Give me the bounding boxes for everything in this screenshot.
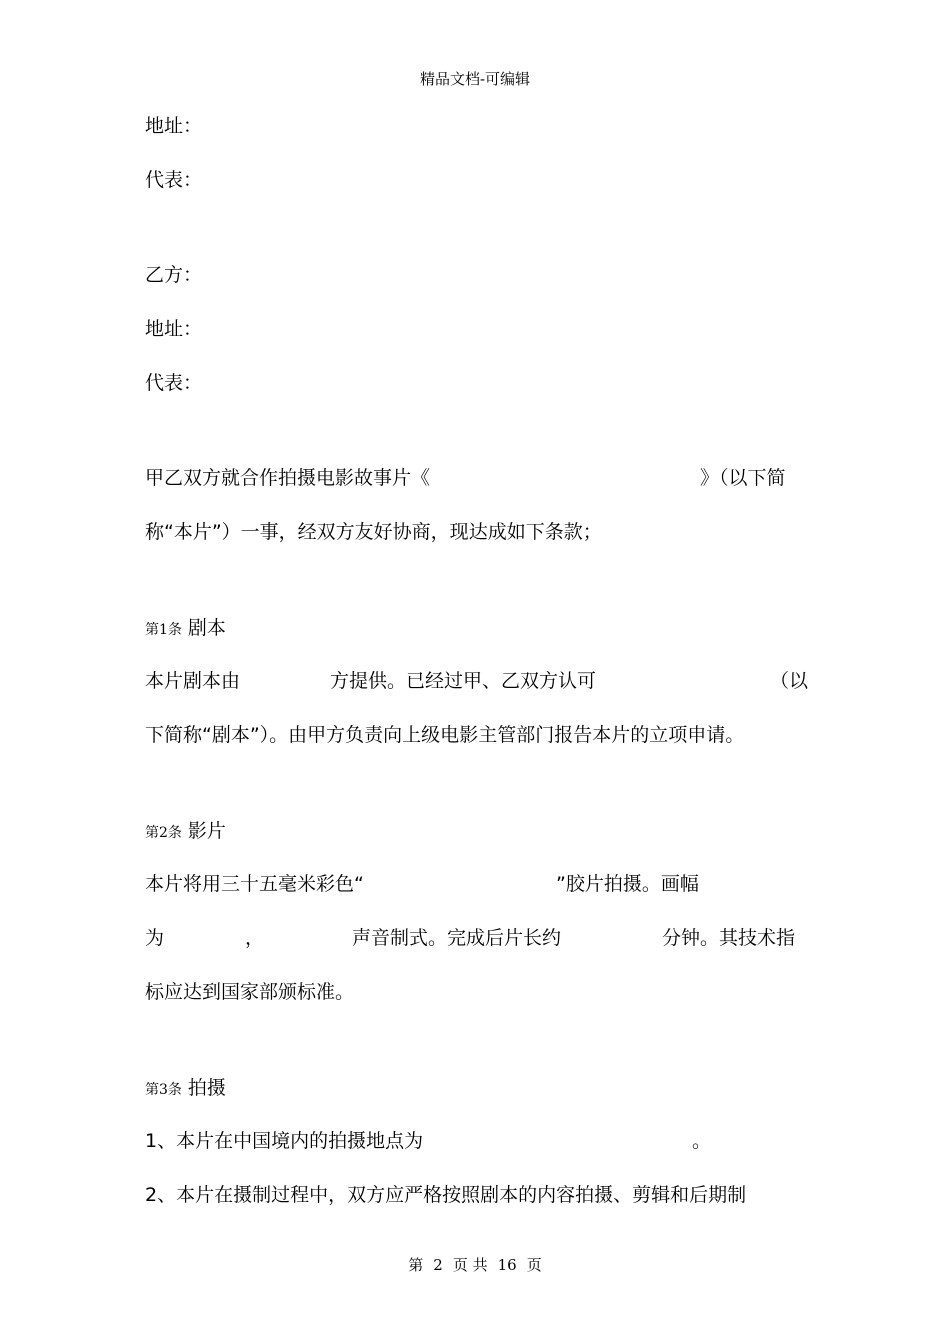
footer-total-pages: 16 — [497, 1256, 517, 1274]
party-b-rep-label: 代表： — [145, 372, 203, 394]
article2-line2-c: 声音制式。完成后片长约 — [352, 927, 562, 949]
intro-line2: 称“本片”）一事，经双方友好协商，现达成如下条款； — [145, 521, 602, 543]
page-footer — [0, 1254, 950, 1275]
party-a-rep-label: 代表： — [145, 169, 203, 191]
article2-line2-a: 为 — [145, 927, 165, 949]
article3-item1-a: 1、本片在中国境内的拍摄地点为 — [145, 1130, 424, 1152]
article1-number: 第1条 — [145, 622, 182, 638]
footer-prefix: 第 — [408, 1256, 424, 1274]
article3-title: 拍摄 — [187, 1077, 226, 1099]
article1-line1-a: 本片剧本由 — [145, 670, 241, 692]
party-a-address-label: 地址： — [145, 115, 203, 137]
intro-line1-right: 》（以下简 — [700, 467, 786, 489]
article1-title: 剧本 — [187, 617, 226, 639]
article1-line1-b: 方提供。已经过甲、乙双方认可 — [330, 670, 597, 692]
article2-line2-b: ， — [245, 927, 265, 949]
article1-line2: 下简称“剧本”）。由甲方负责向上级电影主管部门报告本片的立项申请。 — [145, 724, 745, 746]
party-b-address-label: 地址： — [145, 318, 203, 340]
footer-middle: 页 共 — [452, 1256, 488, 1274]
article2-number: 第2条 — [145, 825, 182, 841]
article2-line2-d: 分钟。其技术指 — [662, 927, 796, 949]
article2-title: 影片 — [187, 820, 226, 842]
article2-heading — [145, 819, 226, 845]
party-b-label: 乙方： — [145, 264, 203, 286]
footer-suffix: 页 — [526, 1256, 542, 1274]
article2-line1-a: 本片将用三十五毫米彩色“ — [145, 873, 364, 895]
article3-item1-b: 。 — [692, 1130, 712, 1152]
footer-page-number: 2 — [433, 1256, 443, 1274]
intro-line1-left: 甲乙双方就合作拍摄电影故事片《 — [145, 467, 431, 489]
article2-line1-b: ”胶片拍摄。画幅 — [556, 873, 699, 895]
article1-line1-c: （以 — [770, 670, 809, 692]
article2-line3: 标应达到国家部颁标准。 — [145, 981, 355, 1003]
article3-number: 第3条 — [145, 1082, 182, 1098]
page-header: 精品文档-可编辑 — [419, 70, 531, 88]
article1-heading — [145, 616, 226, 642]
article3-item2: 2、本片在摄制过程中，双方应严格按照剧本的内容拍摄、剪辑和后期制 — [145, 1184, 747, 1206]
article3-heading — [145, 1076, 226, 1102]
